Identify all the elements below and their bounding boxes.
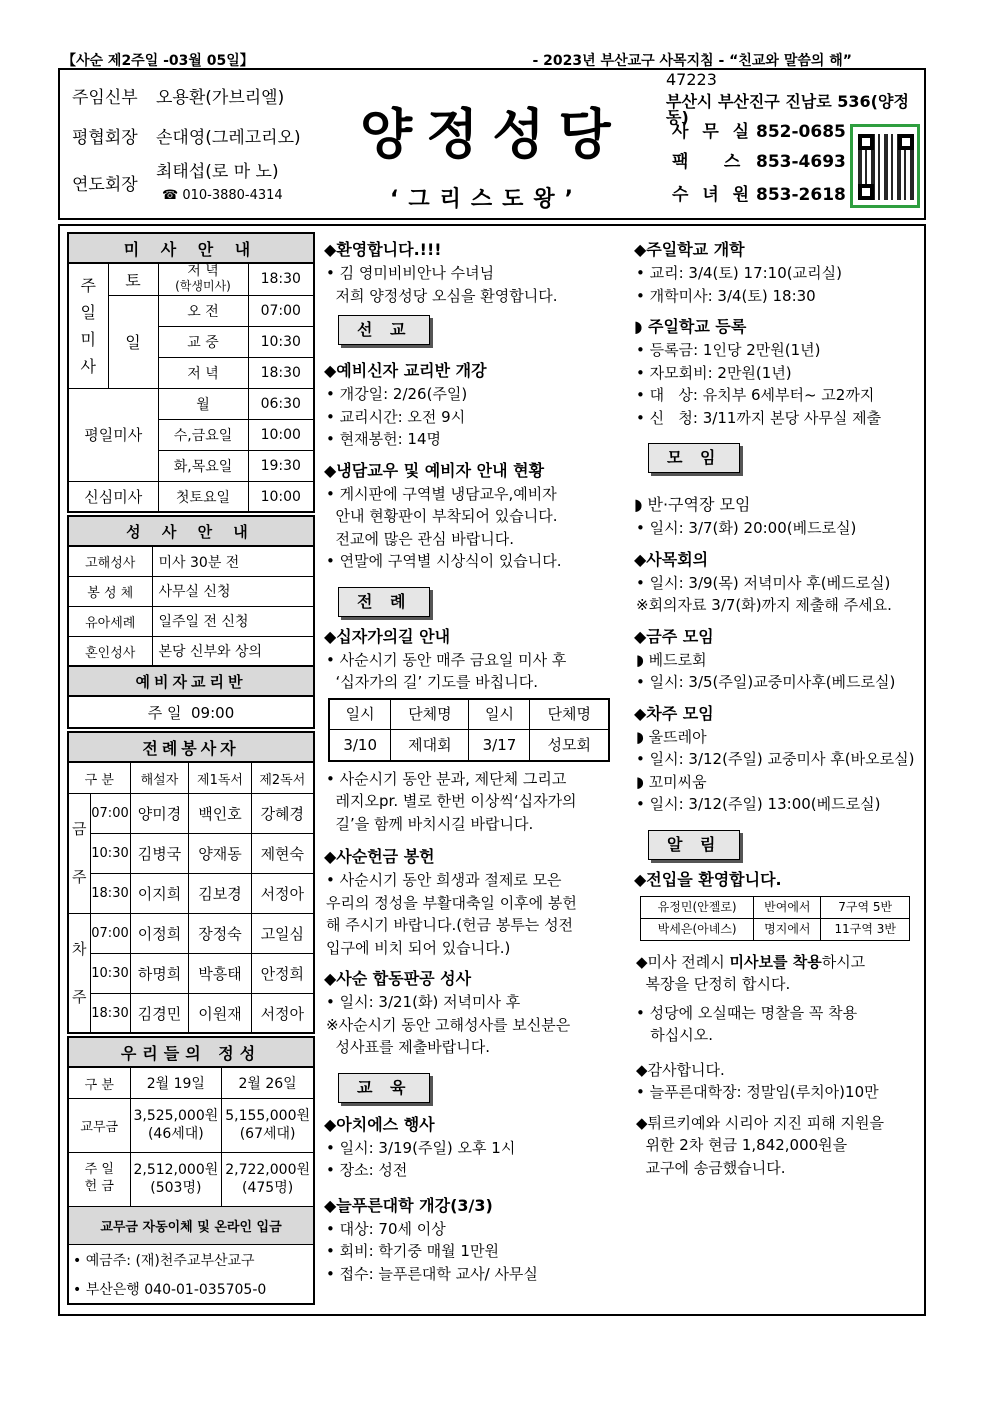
newcomer-cell: 반여에서 [754,896,821,918]
newcomers-table [640,896,910,941]
stations-head: 단체명 [391,699,469,730]
server-time: 18:30 [90,873,130,913]
lent-offering-heading: ◆사순헌금 봉헌 [324,847,435,866]
stations-cell: 3/17 [469,730,530,761]
week-label-1: 수,금요일 [158,419,248,450]
server-time: 10:30 [90,833,130,873]
offering-label-1: 주 일 헌 금 [68,1152,130,1206]
offering-head-0: 구 분 [68,1067,130,1098]
fax-label: 팩 스 [672,152,741,172]
offering-amount: 5,155,000원 [225,1108,310,1125]
diocese-motto: - 2023년 부산교구 사목지침 - “친교와 말씀의 해” [532,53,852,69]
fax-number: 853-4693 [756,152,846,172]
mass-title: 미 사 안 내 [68,233,314,263]
servers-head-3: 제2독서 [251,762,314,793]
text-line: • 대상: 70세 이상 [326,1219,446,1238]
left-column [67,232,315,1305]
sac-label-3: 혼인성사 [68,636,152,666]
server-name: 제현숙 [251,833,314,873]
bank-account: • 부산은행 040-01-035705-0 [68,1274,314,1304]
newcomer-cell: 유정민(안젤로) [641,896,754,918]
sun-label-0: 오 전 [158,295,248,326]
sat-time-label: 저 녁 [187,263,219,279]
server-name: 이원재 [189,993,251,1033]
text-line: • 자모회비: 2만원(1년) [636,363,792,382]
server-name: 양미경 [130,793,189,833]
sun-label-1: 교 중 [158,326,248,357]
text-line: • 연말에 구역별 시상식이 있습니다. [326,552,562,570]
text-line: 입구에 비치 되어 있습니다.) [326,938,511,957]
sac-value-1: 사무실 신청 [152,576,314,606]
stations-cell: 3/10 [329,730,391,761]
stations-table [328,698,610,762]
stations-head: 단체명 [530,699,609,730]
week-time-0: 06:30 [248,388,314,419]
veil-notice [634,951,922,974]
council-name: 손대영(그레고리오) [156,128,301,148]
offering-count: (67세대) [239,1126,296,1143]
section-mission: 선 교 [338,315,430,345]
servers-head-0: 구 분 [68,762,130,793]
sunday-label: 일 [108,295,158,388]
text-line: • 일시: 3/19(주일) 오후 1시 [326,1138,516,1157]
first-sat-day: 첫토요일 [158,481,248,512]
offering-label-0: 교무금 [68,1098,130,1152]
server-name: 고일심 [251,913,314,953]
text-line: • 교리: 3/4(토) 17:10(교리실) [636,264,842,282]
catechism-heading: ◆예비신자 교리반 개강 [324,361,487,380]
offering-head-1: 2월 19일 [130,1067,222,1098]
server-name: 강혜경 [251,793,314,833]
text-line: • 접수: 늘푸른대학 교사/ 사무실 [326,1264,538,1283]
youth-phone: ☎ 010-3880-4314 [162,188,283,203]
text-line: • 늘푸른대학장: 정말임(루치아)10만 [636,1083,879,1101]
text-line: • 사순시기 동안 매주 금요일 미사 후 [326,650,567,669]
acies-heading: ◆아치에스 행사 [324,1114,435,1134]
sac-label-2: 유아세례 [68,606,152,636]
sacraments-table [67,515,315,729]
newcomer-cell: 명지에서 [754,918,821,940]
text-line: 길’을 함께 바치시길 바랍니다. [326,814,534,833]
sat-time: 18:30 [248,263,314,295]
district-meeting-heading: ◗ 반·구역장 모임 [634,495,751,514]
newcomer-cell: 7구역 5반 [821,896,910,918]
offering-amount: 3,525,000원 [133,1108,219,1125]
sun-label-2: 저 녁 [158,357,248,388]
text-line: • 현재봉헌: 14명 [326,430,441,448]
text-line: ‘십자가의 길’ 기도를 바칩니다. [326,673,539,691]
server-time: 07:00 [90,913,130,953]
text-line: ◗ 꼬미씨움 [636,772,707,791]
welcome-heading: ◆환영합니다.!!! [324,240,442,259]
servers-title: 전례봉사자 [68,732,314,762]
text-line: • 일시: 3/9(목) 저녁미사 후(베드로실) [636,573,891,592]
middle-column [324,238,624,1285]
sun-time-2: 18:30 [248,357,314,388]
server-name: 김병국 [130,833,189,873]
text-line: • 성당에 오실때는 명찰을 꼭 착용 [636,1003,858,1022]
next-week-label: 차 주 [68,913,90,1033]
offering-count: (46세대) [147,1126,204,1143]
saturday-label: 토 [108,263,158,295]
text-line: • 일시: 3/12(주일) 교중미사 후(바오로실) [636,750,915,768]
text-line: • 신 청: 3/11까지 본당 사무실 제출 [636,408,882,427]
text-line: 저희 양정성당 오심을 환영합니다. [326,286,558,305]
this-week-meeting-heading: ◆금주 모임 [634,626,714,646]
offering-table [67,1036,315,1305]
text-line: 복장을 단정히 합시다. [636,975,791,993]
stations-head: 일시 [469,699,530,730]
sac-value-2: 일주일 전 신청 [152,606,314,636]
text-line: 해 주시기 바랍니다.(헌금 봉투는 성전 [326,916,574,934]
church-patron: ‘그리스도왕’ [390,187,583,212]
bulletin-body [58,224,926,1316]
text-line: ◗ 울뜨레아 [636,727,707,746]
week-time-1: 10:00 [248,419,314,450]
text-line: • 개강일: 2/26(주일) [326,385,468,403]
catechumen-title: 예비자교리반 [68,666,314,696]
text-line: 위한 2차 현금 1,842,000원을 [636,1136,848,1154]
offering-count: (503명) [150,1180,202,1197]
section-notices: 알 림 [648,830,740,860]
qr-code[interactable] [850,124,920,208]
server-name: 박흥태 [189,953,251,993]
stations-cell: 성모회 [530,730,609,761]
text-line: • 일시: 3/21(화) 저녁미사 후 [326,993,521,1011]
text-line: • 사순시기 동안 희생과 절제로 모은 [326,871,562,889]
newcomer-cell: 11구역 3반 [821,918,910,940]
sunday-school-heading: ◆주일학교 개학 [634,240,745,259]
newcomers-heading: ◆전입을 환영합니다. [634,869,782,889]
youth-label: 연도회장 [72,175,138,195]
sun-time-1: 10:30 [248,326,314,357]
server-name: 서정아 [251,873,314,913]
pastor-label: 주임신부 [72,88,138,108]
server-name: 김보경 [189,873,251,913]
office-phone: 852-0685 [756,122,846,142]
text-line: • 장소: 성전 [326,1161,408,1179]
sun-time-0: 07:00 [248,295,314,326]
stations-heading: ◆십자가의길 안내 [324,626,451,646]
servers-head-1: 해설자 [130,762,189,793]
address: 부산시 부산진구 진남로 536(양정동) [666,92,909,127]
text-line: 안내 현황판이 부착되어 있습니다. [326,507,558,525]
sacraments-title: 성 사 안 내 [68,516,314,546]
text-line: • 회비: 학기중 매월 1만원 [326,1242,499,1260]
office-label: 사 무 실 [672,122,754,142]
text-bold: 미사보를 착용 [729,952,822,971]
section-liturgy: 전 례 [338,587,430,617]
weekday-mass-label: 평일미사 [68,388,158,481]
servers-head-2: 제1독서 [189,762,251,793]
text-line: ◆튀르키예와 시리아 지진 피해 지원을 [636,1113,884,1132]
servers-table [67,731,315,1034]
week-time-2: 19:30 [248,450,314,481]
text-line: • 일시: 3/5(주일)교중미사후(베드로실) [636,673,896,691]
server-name: 양재동 [189,833,251,873]
server-name: 서정아 [251,993,314,1033]
server-time: 18:30 [90,993,130,1033]
issue-date: 【사순 제2주일 -03월 05일】 [62,53,254,69]
registration-heading: ◗ 주일학교 등록 [634,317,747,336]
church-name: 양정성당 [360,103,625,166]
zip-code: 47223 [666,70,717,89]
sac-label-1: 봉 성 체 [68,576,152,606]
text-line: 하시고 [821,952,866,971]
text-line: 교구에 송금했습니다. [636,1158,786,1177]
text-line: • 일시: 3/12(주일) 13:00(베드로실) [636,795,881,813]
server-name: 김경민 [130,993,189,1033]
text-line: 전교에 많은 관심 바랍니다. [326,529,514,548]
sac-value-0: 미사 30분 전 [152,546,314,576]
text-line: • 사순시기 동안 분과, 제단체 그리고 [326,769,567,788]
week-label-2: 화,목요일 [158,450,248,481]
server-time: 07:00 [90,793,130,833]
confession-heading: ◆사순 합동판공 성사 [324,969,472,988]
catechumen-time: 주 일 09:00 [68,696,314,728]
pastoral-council-heading: ◆사목회의 [634,549,709,569]
stations-cell: 제대회 [391,730,469,761]
server-name: 장정숙 [189,913,251,953]
week-label-0: 월 [158,388,248,419]
first-sat-time: 10:00 [248,481,314,512]
text-line: • 개학미사: 3/4(토) 18:30 [636,286,816,305]
thanks-heading: ◆감사합니다. [636,1060,725,1079]
sunday-mass-label: 주 일 미 사 [68,263,108,388]
text-line: ※사순시기 동안 고해성사를 보신분은 [326,1015,571,1034]
council-label: 평협회장 [72,128,138,148]
text-line: 레지오pr. 별로 한번 이상씩‘십자가의 [326,792,577,810]
section-education: 교 육 [338,1073,430,1103]
bulletin-header [58,68,926,220]
server-time: 10:30 [90,953,130,993]
text-line: • 교리시간: 오전 9시 [326,407,466,426]
text-line: • 등록금: 1인당 2만원(1년) [636,341,821,359]
text-line: • 김 영미비비안나 수녀님 [326,264,495,282]
server-name: 이지희 [130,873,189,913]
offering-title: 우리들의 정성 [68,1037,314,1067]
server-name: 안정희 [251,953,314,993]
offering-count: (475명) [242,1180,294,1197]
text-line: ◗ 베드로회 [636,650,707,669]
text-line: ◆미사 전례시 [636,952,730,971]
senior-college-heading: ◆늘푸른대학 개강(3/3) [324,1195,493,1215]
server-name: 하명희 [130,953,189,993]
sac-label-0: 고해성사 [68,546,152,576]
server-name: 이정희 [130,913,189,953]
pastor-name: 오용환(가브리엘) [156,88,285,108]
account-holder: • 예금주: (재)천주교부산교구 [68,1244,314,1274]
next-week-meeting-heading: ◆차주 모임 [634,703,714,723]
offering-amount: 2,512,000원 [133,1162,219,1179]
offering-head-2: 2월 26일 [222,1067,314,1098]
top-line [62,50,922,68]
right-column [634,238,922,1179]
server-name: 백인호 [189,793,251,833]
section-meetings: 모 임 [648,443,740,473]
newcomer-cell: 박세은(아녜스) [641,918,754,940]
text-line: • 게시판에 구역별 냉담교우,예비자 [326,484,557,503]
text-line: ※회의자료 3/7(화)까지 제출해 주세요. [636,596,892,614]
first-sat-label: 신심미사 [68,481,158,512]
auto-transfer-title: 교무금 자동이체 및 온라인 입금 [68,1206,314,1244]
this-week-label: 금 주 [68,793,90,913]
mass-schedule-table [67,232,315,513]
text-line: • 일시: 3/7(화) 20:00(베드로실) [636,519,857,537]
text-line: 성사표를 제출바랍니다. [326,1038,490,1056]
convent-phone: 853-2618 [756,185,846,205]
sat-sub: (학생미사) [175,279,231,294]
text-line: 우리의 정성을 부활대축일 이후에 봉헌 [326,893,577,912]
sac-value-3: 본당 신부와 상의 [152,636,314,666]
offering-amount: 2,722,000원 [225,1162,310,1179]
stations-head: 일시 [329,699,391,730]
youth-name: 최태섭(로 마 노) [156,162,279,182]
convent-label: 수 녀 원 [672,185,754,205]
text-line: 하십시오. [636,1026,714,1044]
text-line: • 대 상: 유치부 6세부터~ 고2까지 [636,386,875,404]
status-board-heading: ◆냉담교우 및 예비자 안내 현황 [324,460,545,480]
